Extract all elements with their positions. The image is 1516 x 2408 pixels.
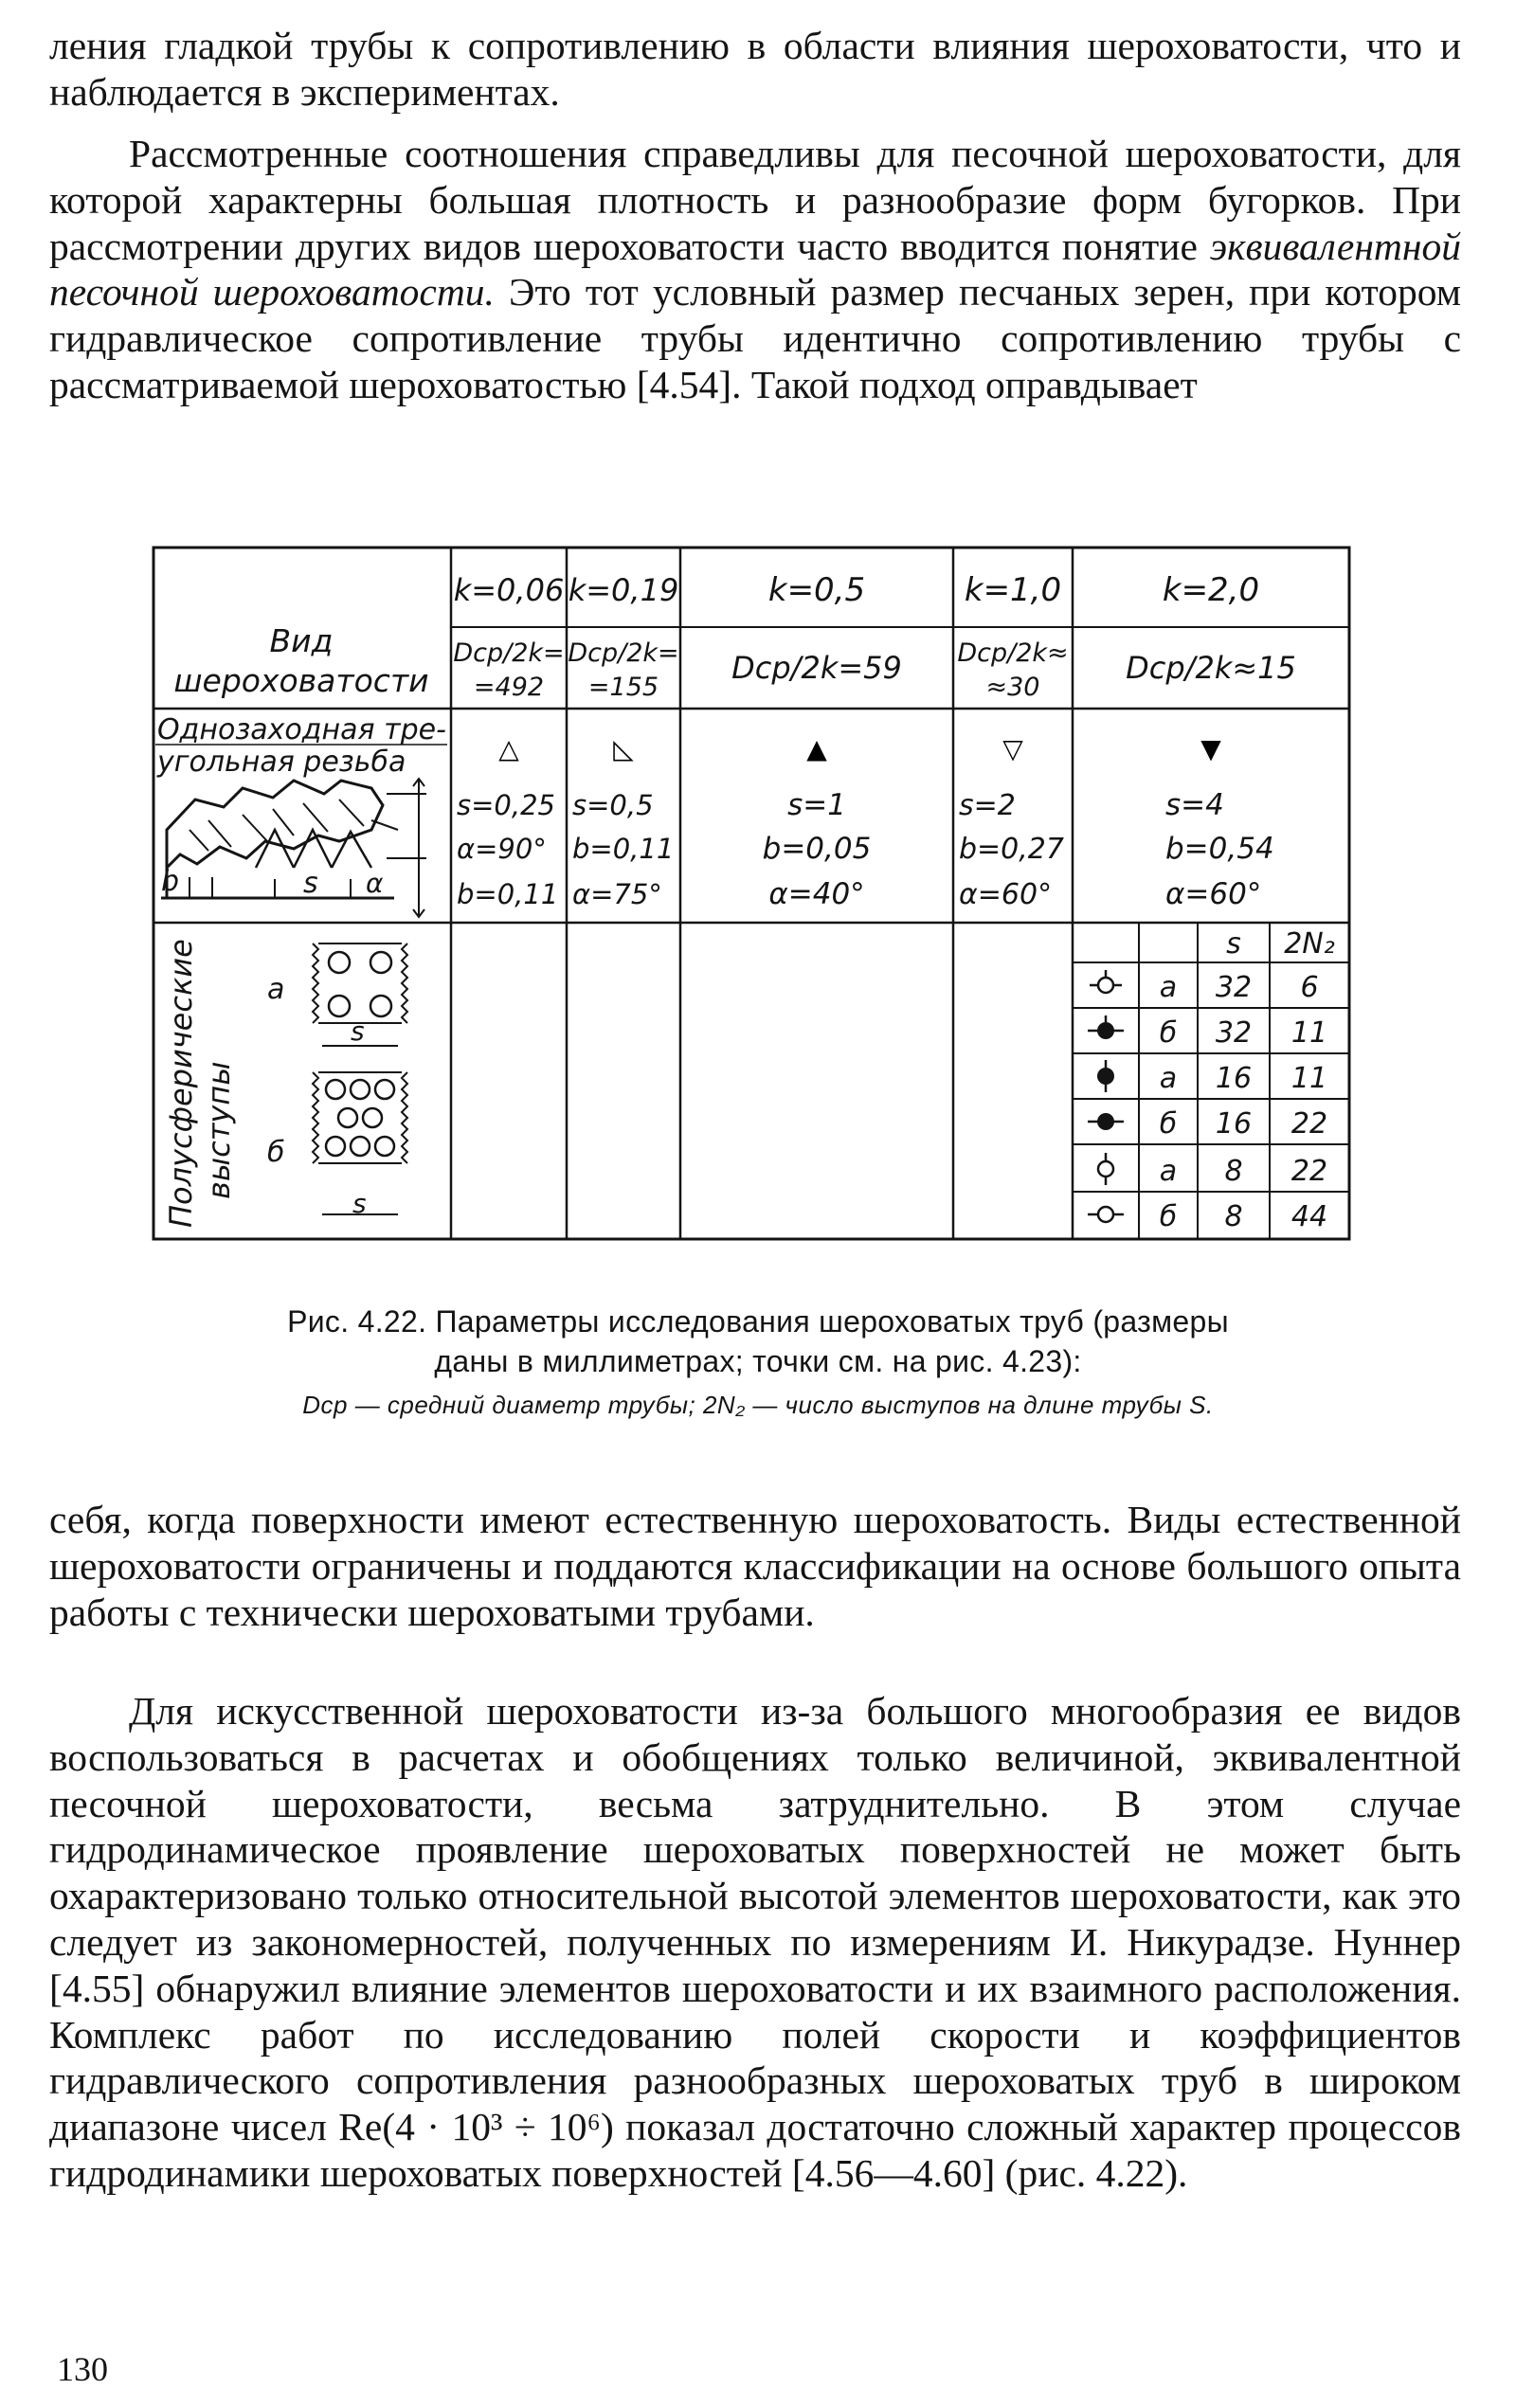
- col2-d2: =155: [587, 673, 659, 702]
- thread-symbol-1: △: [498, 733, 519, 764]
- point-marker-1: [1090, 970, 1122, 993]
- sub-row4-type: б: [1159, 1107, 1178, 1141]
- col3-param-1: s=1: [787, 788, 846, 822]
- point-marker-2: [1088, 1015, 1124, 1039]
- sub-row2-type: б: [1159, 1016, 1178, 1050]
- hemisphere-sub-table: [1073, 923, 1349, 1239]
- col1-d1: Dср/2k=: [453, 638, 565, 668]
- sketch-s-label: s: [303, 867, 318, 900]
- col3-param-3: α=40°: [768, 877, 865, 911]
- hemi-sketch-s1: s: [351, 1015, 365, 1047]
- point-marker-5: [1098, 1153, 1113, 1185]
- col2-param-2: b=0,11: [572, 833, 675, 865]
- thread-profile-sketch: [161, 779, 426, 917]
- italic-term: эквивалентной песочной шероховатости.: [49, 224, 1461, 314]
- col4-d1: Dср/2k≈: [957, 638, 1069, 668]
- col4-param-1: s=2: [959, 789, 1016, 822]
- paragraph-artificial-roughness: Для искусственной шероховатости из-за большого многообразия ее видов воспользоваться в расчетах и обобщениях только величиной, эквивалентной песочной шероховатости, весьма затруднительно. В этом случае гидродинамическое проявление шероховатых поверхностей не может быть охарактеризовано только относительной высотой элементов шероховатости, как это следует из закономерностей, полученных по измерениям И. Никурадзе. Нуннер [4.55] обнаружил влияние элементов шероховатости и их взаимного расположения. Комплекс работ по исследованию полей скорости и коэффициентов гидравлического сопротивления разнообразных шероховатых труб в широком диапазоне чисел Re(4 · 10³ ÷ 10⁶) показал достаточно сложный характер процессов гидродинамики шероховатых поверхностей [4.56—4.60] (рис. 4.22).: [49, 1689, 1461, 2195]
- thread-label-1: Однозаходная тре-: [157, 713, 446, 746]
- col1-param-3: b=0,11: [457, 878, 559, 910]
- paragraph-sand-roughness: Рассмотренные соотношения справедливы для песочной шероховатости, для которой характерны большая плотность и разнообразие форм бугорков. При рассмотрении других видов шероховатости часто вводится понятие эквивалентной песочной шероховатости. Это тот условный размер песчаных зерен, при котором гидравлическое сопротивление трубы идентично сопротивлению трубы с рассматриваемой шероховатостью [4.54]. Такой подход оправдывает: [49, 132, 1461, 406]
- corner-label-2: шероховатости: [173, 662, 429, 699]
- roughness-parameters-table: [152, 546, 1351, 1241]
- thread-symbol-2: ◺: [613, 733, 634, 764]
- col4-param-3: α=60°: [959, 878, 1053, 911]
- col2-param-1: s=0,5: [572, 789, 654, 821]
- sub-row4-s: 16: [1215, 1107, 1253, 1141]
- col4-param-2: b=0,27: [959, 833, 1064, 866]
- sketch-b-label: b: [161, 865, 180, 898]
- sub-row2-s: 32: [1215, 1016, 1253, 1050]
- sub-row1-s: 32: [1215, 971, 1253, 1004]
- caption-line-2: даны в миллиметрах; точки см. на рис. 4.23):: [434, 1344, 1082, 1378]
- col3-k: k=0,5: [767, 571, 866, 609]
- col4-d2: ≈30: [985, 673, 1040, 702]
- sub-row3-type: a: [1159, 1062, 1178, 1095]
- sub-row6-n: 44: [1290, 1200, 1328, 1233]
- sub-row1-n: 6: [1300, 971, 1319, 1004]
- point-marker-4: [1088, 1113, 1124, 1130]
- col5-d1: Dср/2k≈15: [1126, 650, 1296, 686]
- hemi-label-2: выступы: [201, 1061, 237, 1199]
- col5-param-3: α=60°: [1165, 877, 1262, 911]
- point-marker-6: [1088, 1207, 1124, 1222]
- col5-param-1: s=4: [1165, 788, 1224, 822]
- figure-caption-note: Dср — средний диаметр трубы; 2N₂ — число выступов на длине трубы S.: [302, 1391, 1214, 1419]
- thread-symbol-3: ▲: [806, 733, 827, 764]
- figure-caption: [142, 1302, 1374, 1381]
- col1-param-1: s=0,25: [457, 789, 555, 821]
- sub-row4-n: 22: [1290, 1107, 1328, 1141]
- caption-line-1: Рис. 4.22. Параметры исследования шероховатых труб (размеры: [287, 1304, 1229, 1339]
- col5-param-2: b=0,54: [1165, 832, 1274, 866]
- sub-row5-s: 8: [1224, 1155, 1243, 1188]
- thread-symbol-5: ▼: [1200, 733, 1221, 764]
- sub-row3-n: 11: [1290, 1062, 1328, 1095]
- paragraph-continuation: ления гладкой трубы к сопротивлению в области влияния шероховатости, что и наблюдается в экспериментах.: [49, 24, 1461, 114]
- col2-d1: Dср/2k=: [568, 638, 679, 668]
- col2-param-3: α=75°: [572, 878, 662, 910]
- sub-row5-n: 22: [1290, 1155, 1328, 1188]
- thread-symbol-4: ▽: [1002, 733, 1023, 764]
- col1-param-2: α=90°: [457, 833, 547, 865]
- sub-row1-type: a: [1159, 971, 1178, 1004]
- col2-k: k=0,19: [568, 572, 679, 608]
- col1-k: k=0,06: [453, 572, 565, 608]
- hemi-sketch-b: б: [267, 1136, 285, 1169]
- hemi-sketch-a: a: [267, 973, 285, 1006]
- col4-k: k=1,0: [964, 571, 1062, 609]
- corner-label-1: Вид: [269, 622, 334, 659]
- col1-d2: =492: [473, 673, 545, 702]
- col3-d1: Dср/2k=59: [731, 650, 902, 686]
- sub-row6-type: б: [1159, 1200, 1178, 1233]
- hemisphere-sketch: [267, 943, 407, 1219]
- thread-label-2: угольная резьба: [157, 746, 406, 779]
- sub-header-2n2: 2N₂: [1284, 927, 1335, 961]
- page-number: 130: [57, 2350, 108, 2388]
- hemi-label-1: Полусферические: [163, 939, 199, 1228]
- sub-row5-type: a: [1159, 1155, 1178, 1188]
- sub-header-s: s: [1226, 927, 1241, 961]
- paragraph-natural-roughness: себя, когда поверхности имеют естественную шероховатость. Виды естественной шероховатости ограничены и поддаются классификации на основе большого опыта работы с технически шероховатыми трубами.: [49, 1498, 1461, 1634]
- col3-param-2: b=0,05: [762, 832, 872, 866]
- point-marker-3: [1097, 1060, 1114, 1092]
- sub-row2-n: 11: [1290, 1016, 1328, 1050]
- sub-row3-s: 16: [1215, 1062, 1253, 1095]
- sub-row6-s: 8: [1224, 1200, 1243, 1233]
- hemi-sketch-s2: s: [352, 1188, 367, 1219]
- sketch-alpha-label: α: [366, 868, 384, 899]
- figure-4-22: [152, 546, 1351, 1241]
- col5-k: k=2,0: [1162, 571, 1260, 609]
